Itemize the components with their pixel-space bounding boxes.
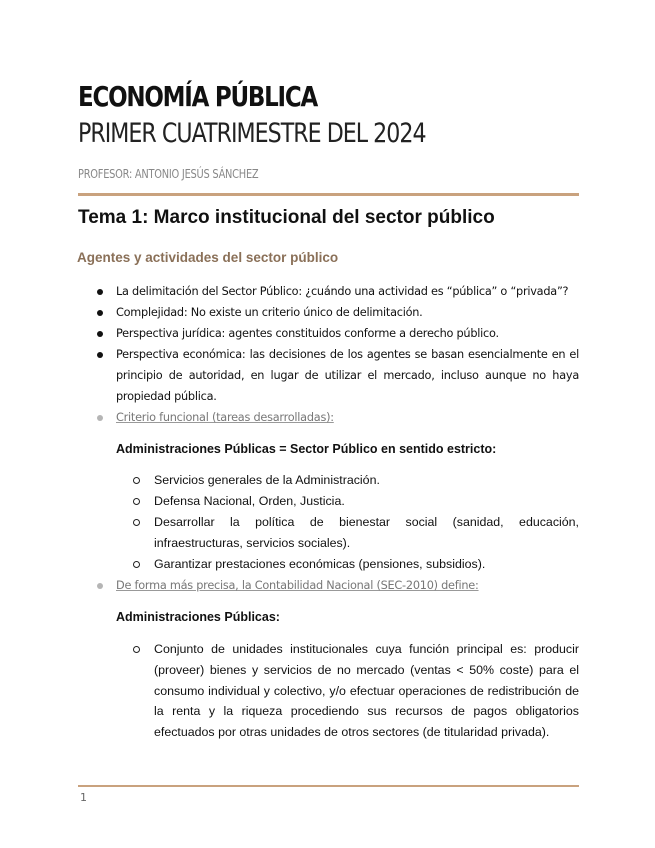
document-title: ECONOMÍA PÚBLICA — [78, 80, 318, 113]
sub-bullet-icon — [133, 519, 140, 526]
sub-bullet-icon — [133, 498, 140, 505]
sub-list-item: Defensa Nacional, Orden, Justicia. — [154, 494, 345, 508]
sub-bullet-icon — [133, 561, 140, 568]
bullet-icon — [97, 289, 103, 295]
list-item: Perspectiva jurídica: agentes constituidos conforme a derecho público. — [116, 327, 499, 340]
bullet-icon — [97, 583, 103, 589]
header-divider — [78, 193, 579, 196]
national-definition-heading: Administraciones Públicas: — [116, 610, 280, 624]
functional-definition-heading: Administraciones Públicas = Sector Público en sentido estricto: — [116, 442, 497, 456]
sub-list-item: Desarrollar la política de bienestar social (sanidad, educación, infraestructuras, servicios sociales). — [154, 515, 579, 550]
sub-list-item: Servicios generales de la Administración. — [154, 473, 380, 487]
professor-line: PROFESOR: ANTONIO JESÚS SÁNCHEZ — [78, 167, 259, 181]
bullet-icon — [97, 331, 103, 337]
section-heading: Tema 1: Marco institucional del sector público — [78, 207, 495, 228]
sub-list-item: Garantizar prestaciones económicas (pensiones, subsidios). — [154, 557, 486, 571]
sub-bullet-icon — [133, 646, 140, 653]
list-item — [116, 407, 579, 428]
list-item — [116, 575, 579, 596]
sub-bullet-icon — [133, 477, 140, 484]
national-accounting-link[interactable]: De forma más precisa, la Contabilidad Nacional (SEC-2010) define: — [116, 579, 479, 592]
list-item: Perspectiva económica: las decisiones de los agentes se basan esencialmente en el principio de autoridad, en lugar de utilizar el mercado, incluso aunque no haya propiedad pública. — [116, 348, 579, 403]
page-number: 1 — [80, 791, 87, 804]
section-subheading: Agentes y actividades del sector público — [77, 250, 339, 265]
sub-list-item: Conjunto de unidades institucionales cuya función principal es: producir (proveer) bienes y servicios de no mercado (ventas < 50% coste) para el consumo individual y colectivo, y/o efectuar operaciones de redistribución de la renta y la riqueza procediendo sus recursos de pagos obligatorios efectuados por otras unidades de otros sectores (de titularidad privada). — [154, 642, 579, 740]
functional-criterion-link[interactable]: Criterio funcional (tareas desarrolladas): — [116, 411, 334, 424]
bullet-icon — [97, 415, 103, 421]
document-subtitle: PRIMER CUATRIMESTRE DEL 2024 — [78, 118, 426, 149]
bullet-icon — [97, 310, 103, 316]
footer-divider — [78, 785, 579, 787]
list-item: La delimitación del Sector Público: ¿cuándo una actividad es “pública” o “privada”? — [116, 285, 569, 298]
list-item: Complejidad: No existe un criterio único de delimitación. — [116, 306, 423, 319]
bullet-icon — [97, 352, 103, 358]
